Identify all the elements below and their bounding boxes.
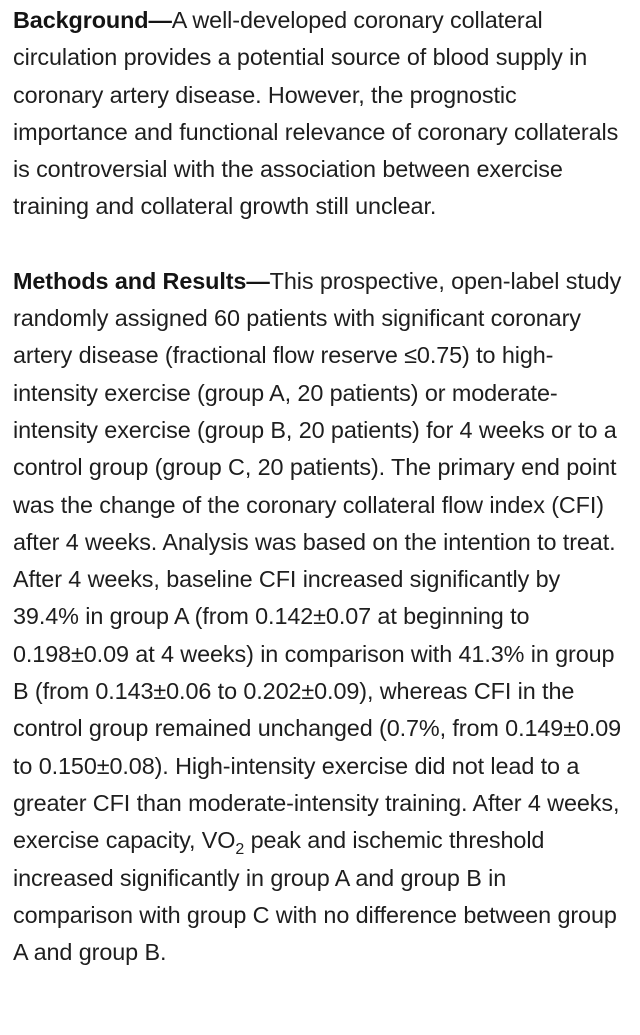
methods-results-text-part-2: peak and ischemic threshold increased significantly in group A and group B in comparison with group C with no difference between group A and group B. xyxy=(13,827,617,966)
methods-results-text-part-1: This prospective, open-label study randomly assigned 60 patients with significant coronary artery disease (fractional flow reserve ≤0.75) to high-intensity exercise (group A, 20 patients) or moderate-intensity exercise (group B, 20 patients) for 4 weeks or to a control group (group C, 20 patients). The primary end point was the change of the coronary collateral flow index (CFI) after 4 weeks. Analysis was based on the intention to treat. After 4 weeks, baseline CFI increased significantly by 39.4% in group A (from 0.142±0.07 at beginning to 0.198±0.09 at 4 weeks) in comparison with 41.3% in group B (from 0.143±0.06 to 0.202±0.09), whereas CFI in the control group remained unchanged (0.7%, from 0.149±0.09 to 0.150±0.08). High-intensity exercise did not lead to a greater CFI than moderate-intensity training. After 4 weeks, exercise capacity, VO xyxy=(13,267,622,854)
vo2-subscript: 2 xyxy=(235,841,245,859)
background-text: A well-developed coronary collateral circulation provides a potential source of blood supply in coronary artery disease. However, the prognostic importance and functional relevance of coronary collaterals is controversial with the association between exercise training and collateral growth still unclear. xyxy=(13,7,619,220)
methods-results-dash: — xyxy=(246,267,270,294)
background-paragraph xyxy=(13,2,628,226)
background-dash: — xyxy=(148,7,172,33)
methods-results-heading: Methods and Results xyxy=(13,267,247,294)
background-heading: Background xyxy=(13,7,149,33)
methods-results-paragraph xyxy=(13,263,628,972)
